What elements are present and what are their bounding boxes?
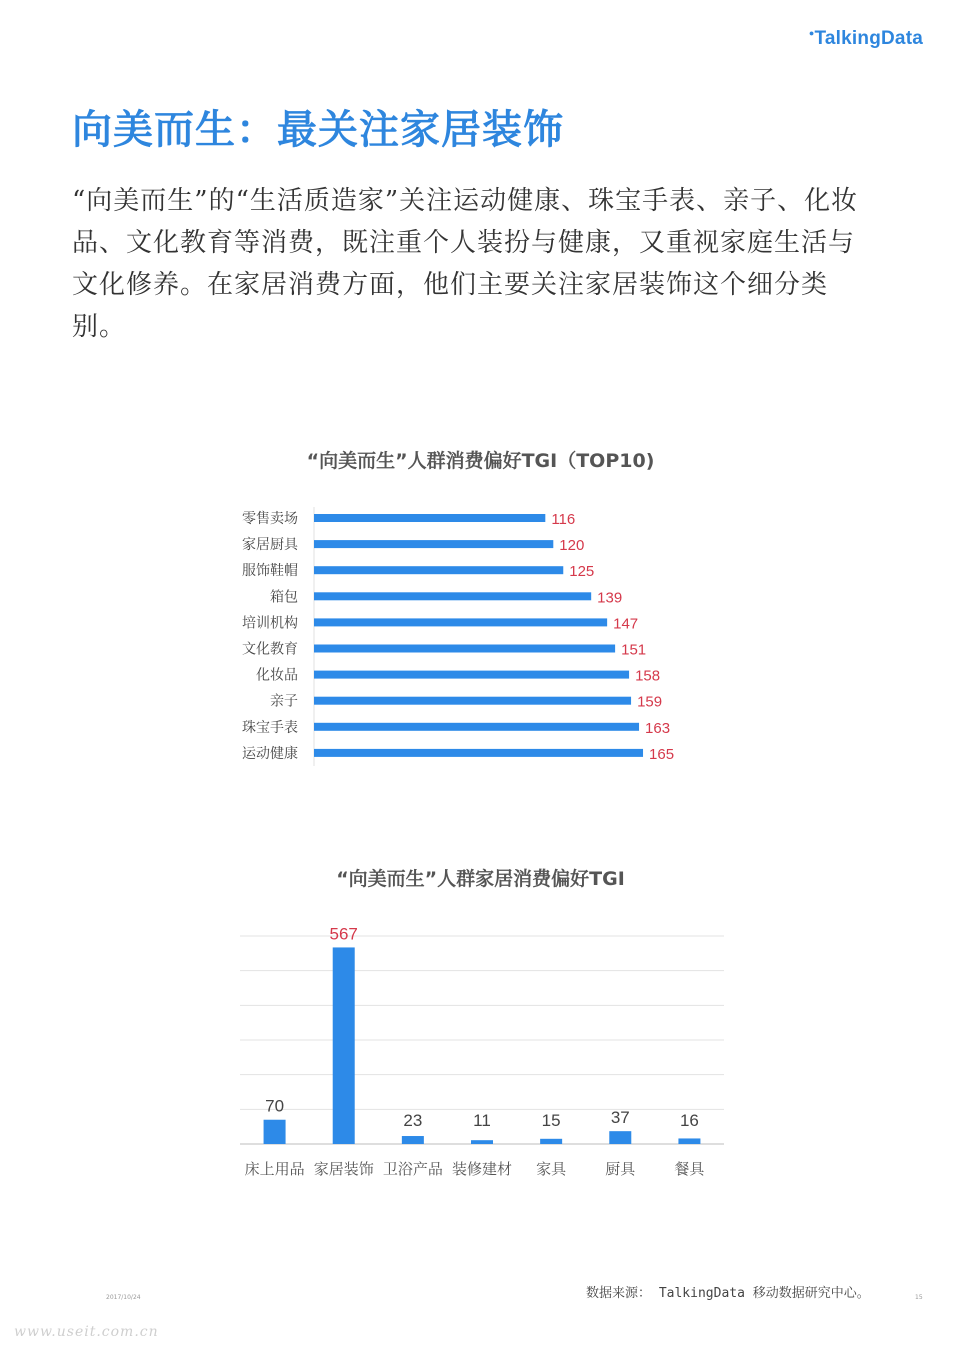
chart2-category-label: 餐具	[674, 1160, 705, 1178]
chart2-category-label: 床上用品	[244, 1160, 305, 1178]
chart2-bar	[678, 1138, 700, 1144]
chart1-category-label: 珠宝手表	[242, 719, 298, 736]
chart1-category-label: 服饰鞋帽	[242, 563, 298, 580]
chart1-value-label: 125	[569, 563, 595, 581]
watermark: www.useit.com.cn	[14, 1324, 159, 1340]
chart1-value-label: 159	[637, 693, 663, 711]
chart1-category-label: 化妆品	[256, 667, 298, 684]
chart1-bar	[314, 566, 563, 574]
chart2-bar	[471, 1140, 493, 1144]
chart2-bar	[333, 947, 355, 1144]
chart2-bar	[540, 1139, 562, 1144]
chart2-value-label: 15	[541, 1111, 561, 1130]
chart2-value-label: 567	[329, 924, 358, 944]
chart2-value-label: 11	[473, 1111, 491, 1130]
chart1-bar	[314, 749, 643, 757]
chart1-title: “向美而生”人群消费偏好TGI（TOP10)	[306, 450, 655, 472]
chart1-bar	[314, 671, 629, 679]
chart1-bar	[314, 723, 639, 731]
chart2-bar	[402, 1136, 424, 1144]
chart2-value-label: 37	[610, 1108, 630, 1128]
chart1-value-label: 163	[645, 719, 671, 737]
chart1-value-label: 120	[559, 537, 585, 555]
chart1-category-label: 零售卖场	[242, 511, 298, 527]
chart2-bar	[609, 1131, 631, 1144]
chart2-category-label: 装修建材	[451, 1160, 513, 1178]
chart1-value-label: 139	[597, 589, 623, 607]
report-date: 2017/10/24	[106, 1294, 141, 1301]
chart2-bar	[264, 1120, 286, 1144]
chart1-category-label: 运动健康	[242, 745, 298, 762]
chart2-title: “向美而生”人群家居消费偏好TGI	[336, 868, 625, 890]
intro-paragraph: “向美而生”的“生活质造家”关注运动健康、珠宝手表、亲子、化妆品、文化教育等消费，既注重个人装扮与健康，又重视家庭生活与文化修养。在家居消费方面，他们主要关注家居装饰这个细分类别。	[72, 186, 859, 342]
talkingdata-logo: ●TalkingData	[808, 28, 923, 49]
chart2-value-label: 16	[679, 1111, 699, 1130]
chart1-bar	[314, 514, 545, 522]
chart2-category-label: 厨具	[605, 1160, 636, 1178]
chart1-category-label: 文化教育	[242, 641, 298, 658]
data-source: 数据来源： TalkingData 移动数据研究中心。	[586, 1286, 870, 1301]
chart2-category-label: 家居装饰	[313, 1160, 374, 1178]
chart1-bar	[314, 697, 631, 705]
chart1-bar	[314, 592, 591, 600]
chart1-value-label: 116	[551, 511, 576, 528]
page-number: 15	[915, 1294, 923, 1301]
chart1-category-label: 箱包	[270, 589, 298, 606]
chart1-bar	[314, 540, 553, 548]
chart1-value-label: 158	[635, 667, 661, 685]
chart1-category-label: 培训机构	[242, 615, 298, 632]
page-title: 向美而生：最关注家居装饰	[72, 107, 564, 153]
chart1-category-label: 家居厨具	[242, 537, 298, 554]
chart1-value-label: 151	[621, 641, 647, 659]
chart2-value-label: 70	[265, 1096, 285, 1116]
chart1-value-label: 147	[613, 615, 639, 633]
chart1-category-label: 亲子	[270, 693, 298, 710]
chart2-value-label: 23	[403, 1111, 423, 1130]
chart1-bar	[314, 618, 607, 626]
chart2-category-label: 卫浴产品	[382, 1160, 443, 1178]
chart2-category-label: 家具	[536, 1160, 567, 1178]
chart1-value-label: 165	[649, 745, 675, 763]
chart1-bar	[314, 645, 615, 653]
